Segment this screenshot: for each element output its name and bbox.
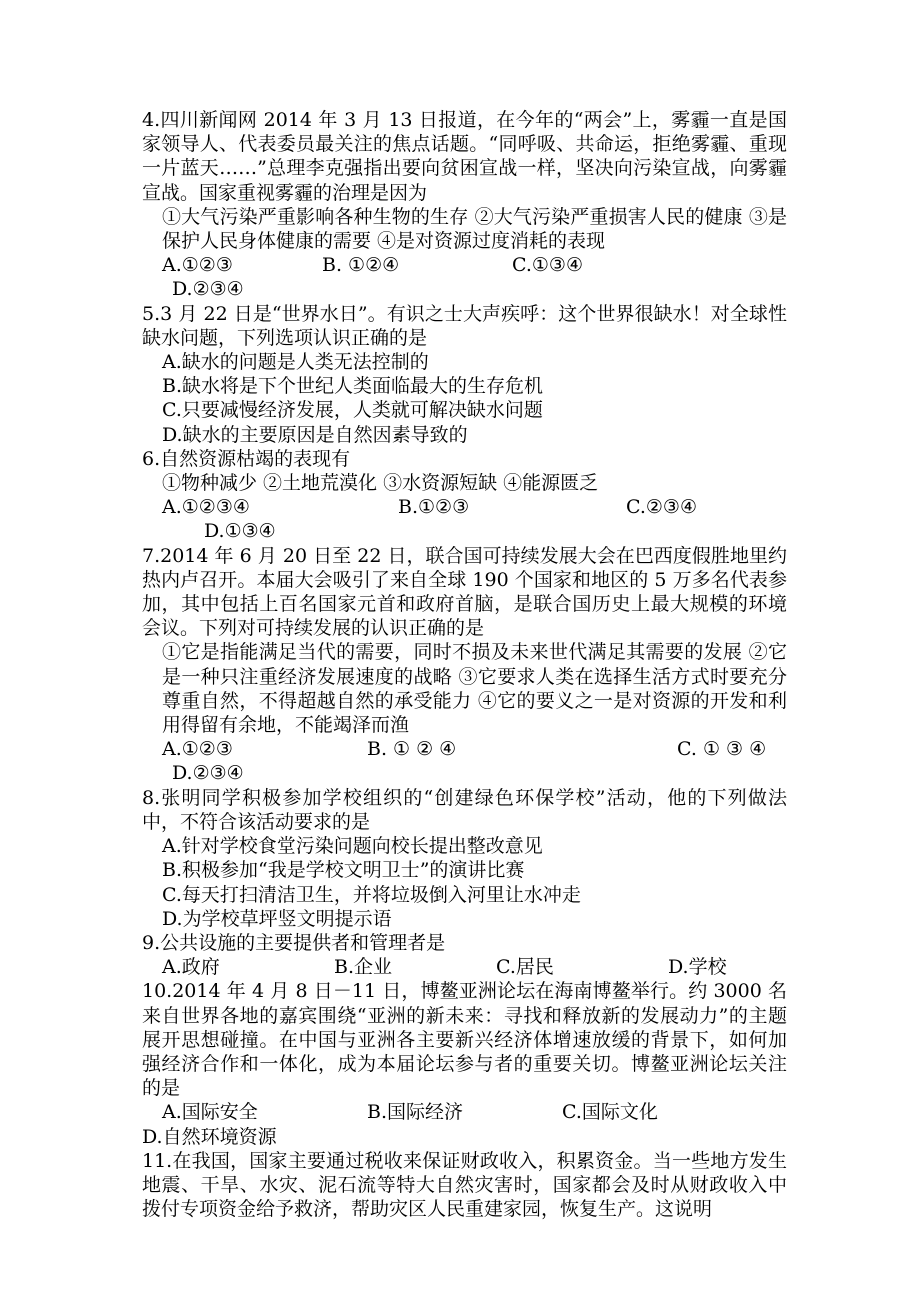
option-c: C.①③④ xyxy=(512,254,583,277)
option-c: C.②③④ xyxy=(626,496,697,519)
question-9-stem: 9.公共设施的主要提供者和管理者是 xyxy=(142,931,446,954)
option-d: D.为学校草坪竖文明提示语 xyxy=(162,907,392,930)
option-a: A.①②③ xyxy=(162,254,233,277)
option-d: D.自然环境资源 xyxy=(142,1125,277,1148)
question-4-stem: 4.四川新闻网 2014 年 3 月 13 日报道，在今年的“两会”上，雾霾一直是国家领导人、代表委员最关注的焦点话题。“同呼吸、共命运，拒绝雾霾、重现一片蓝天……”总理李克强指出要向贫困宣战一样，坚决向污染宣战，向雾霾宣战。国家重视雾霾的治理是因为 xyxy=(142,109,787,204)
option-c: C.居民 xyxy=(496,956,554,979)
option-d: D.②③④ xyxy=(172,762,244,785)
option-a: A.国际安全 xyxy=(162,1101,258,1124)
option-c: C. ① ③ ④ xyxy=(677,738,767,761)
option-d: D.②③④ xyxy=(172,278,244,301)
question-4-statements: ①大气污染严重影响各种生物的生存 ②大气污染严重损害人民的健康 ③是保护人民身体健康的需要 ④是对资源过度消耗的表现 xyxy=(162,205,787,253)
option-c: C.只要减慢经济发展，人类就可解决缺水问题 xyxy=(162,399,543,422)
option-a: A.①②③ xyxy=(162,738,233,761)
option-b: B.企业 xyxy=(334,956,393,979)
option-d: D.①③④ xyxy=(204,520,276,543)
option-b: B.国际经济 xyxy=(367,1101,464,1124)
question-7-options xyxy=(142,737,787,761)
option-d: D.学校 xyxy=(668,956,727,979)
question-6-options xyxy=(142,495,787,519)
option-b: B. ①②④ xyxy=(322,254,400,277)
question-10-stem: 10.2014 年 4 月 8 日－11 日，博鳌亚洲论坛在海南博鳌举行。约 3000 名来自世界各地的嘉宾围绕“亚洲的新未来：寻找和释放新的发展动力”的主题展开思想碰撞。在中国与亚洲各主要新兴经济体增速放缓的背景下，如何加强经济合作和一体化，成为本届论坛参与者的重要关切。博鳌亚洲论坛关注的是 xyxy=(142,980,787,1100)
exam-page xyxy=(142,108,787,1221)
option-b: B.积极参加“我是学校文明卫士”的演讲比赛 xyxy=(162,859,525,882)
option-d: D.缺水的主要原因是自然因素导致的 xyxy=(162,423,468,446)
option-a: A.缺水的问题是人类无法控制的 xyxy=(162,351,429,374)
question-6-stem: 6.自然资源枯竭的表现有 xyxy=(142,447,351,470)
option-c: C.每天打扫清洁卫生，并将垃圾倒入河里让水冲走 xyxy=(162,883,581,906)
option-a: A.政府 xyxy=(162,956,220,979)
question-9-options xyxy=(142,955,787,979)
option-b: B. ① ② ④ xyxy=(367,738,457,761)
option-a: A.针对学校食堂污染问题向校长提出整改意见 xyxy=(162,835,543,858)
question-7-statements: ①它是指能满足当代的需要，同时不损及未来世代满足其需要的发展 ②它是一种只注重经济发展速度的战略 ③它要求人类在选择生活方式时要充分尊重自然，不得超越自然的承受能力 ④它的要义之一是对资源的开发和利用得留有余地，不能竭泽而渔 xyxy=(162,641,787,737)
question-7-stem: 7.2014 年 6 月 20 日至 22 日，联合国可持续发展大会在巴西度假胜地里约热内卢召开。本届大会吸引了来自全球 190 个国家和地区的 5 万多名代表参加，其中包括上百名国家元首和政府首脑，是联合国历史上最大规模的环境会议。下列对可持续发展的认识正确的是 xyxy=(142,544,787,640)
option-c: C.国际文化 xyxy=(562,1101,658,1124)
option-b: B.①②③ xyxy=(398,496,470,519)
question-10-options xyxy=(142,1100,787,1124)
question-11-stem: 11.在我国，国家主要通过税收来保证财政收入，积累资金。当一些地方发生地震、干旱、水灾、泥石流等特大自然灾害时，国家都会及时从财政收入中拨付专项资金给予救济，帮助灾区人民重建家园，恢复生产。这说明 xyxy=(142,1149,787,1221)
question-4-options xyxy=(142,253,787,277)
option-a: A.①②③④ xyxy=(162,496,250,519)
option-b: B.缺水将是下个世纪人类面临最大的生存危机 xyxy=(162,375,544,398)
question-8-stem: 8.张明同学积极参加学校组织的“创建绿色环保学校”活动，他的下列做法中，不符合该活动要求的是 xyxy=(142,786,787,833)
question-6-statements: ①物种减少 ②土地荒漠化 ③水资源短缺 ④能源匮乏 xyxy=(162,472,599,495)
question-5-stem: 5.3 月 22 日是“世界水日”。有识之士大声疾呼：这个世界很缺水！对全球性缺水问题，下列选项认识正确的是 xyxy=(142,302,787,349)
